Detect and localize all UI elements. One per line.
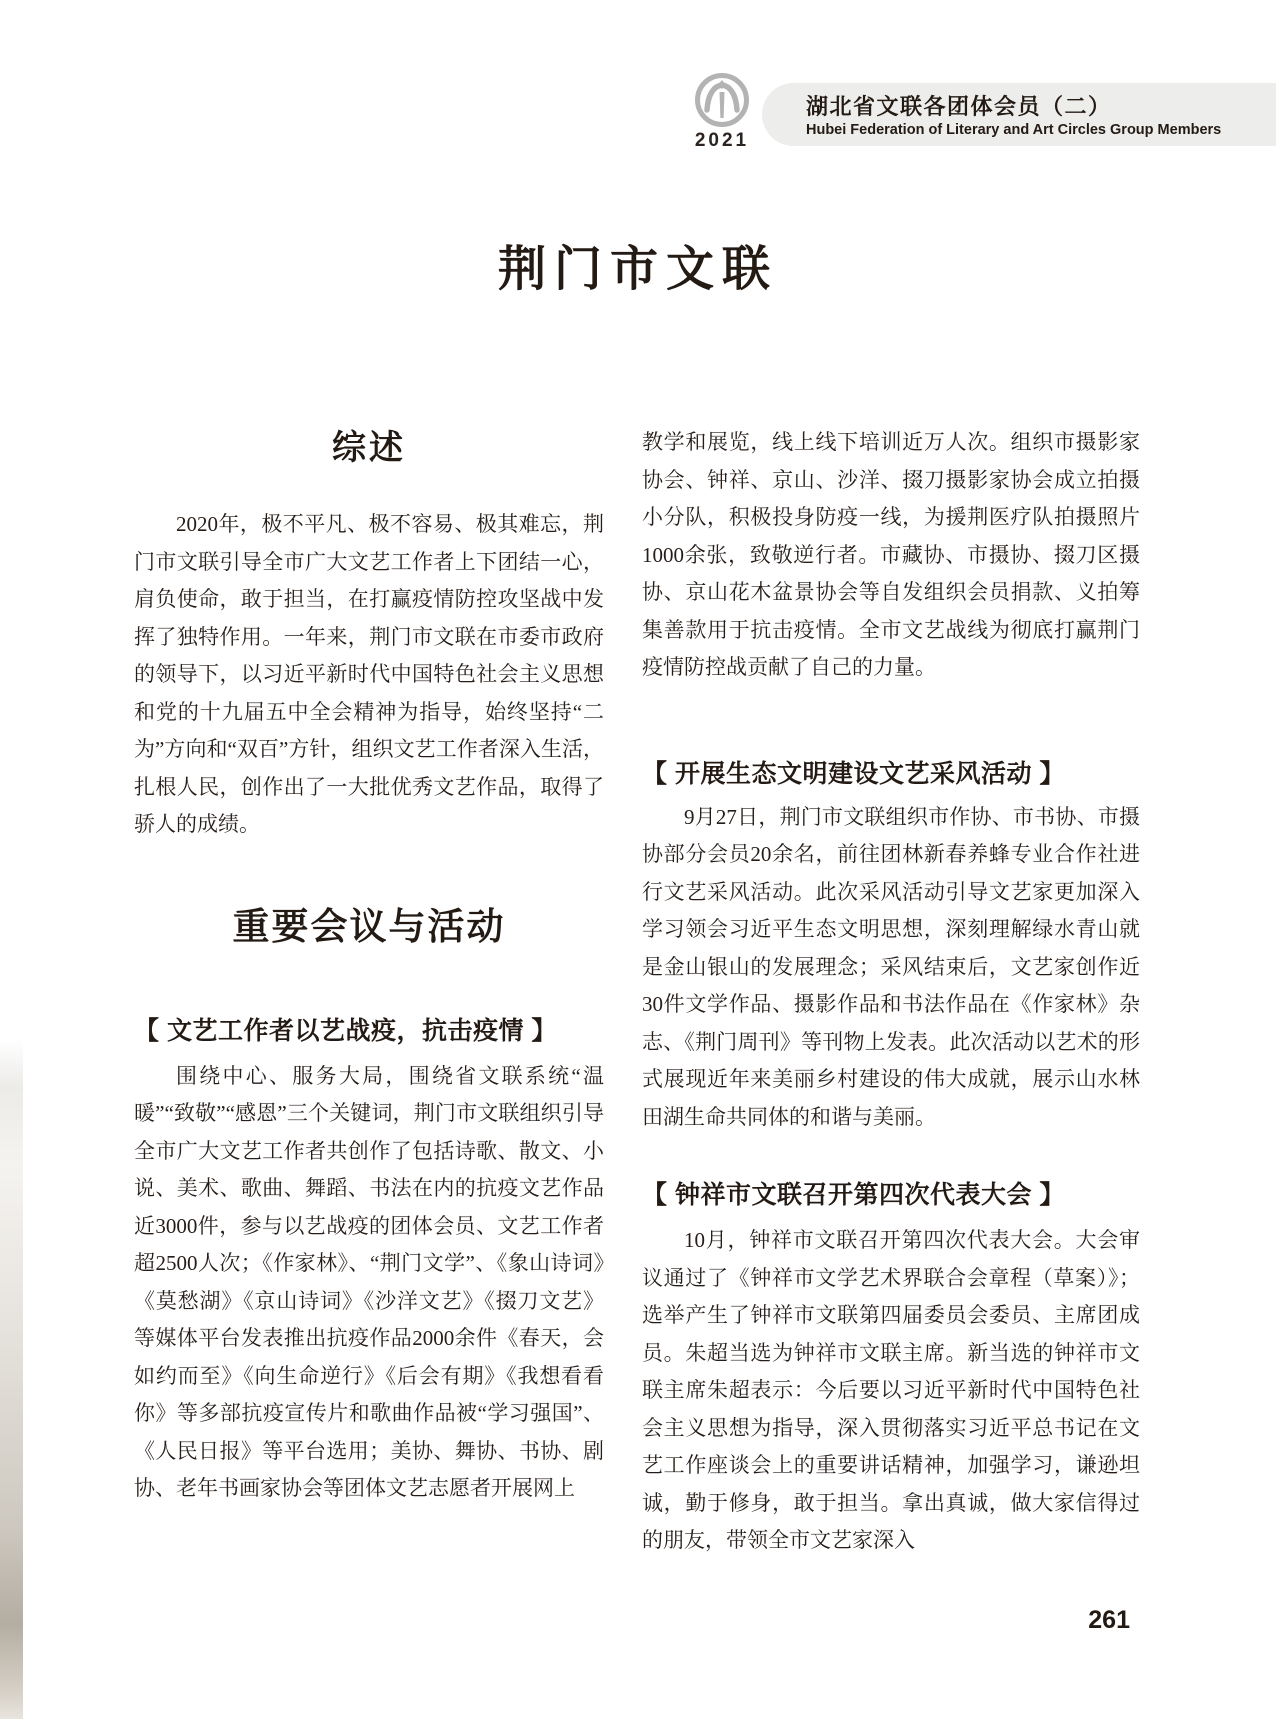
right-column <box>642 424 1140 1560</box>
section-zhongxiang-paragraph: 10月，钟祥市文联召开第四次代表大会。大会审议通过了《钟祥市文学艺术界联合会章程（草案）》；选举产生了钟祥市文联第四届委员会委员、主席团成员。朱超当选为钟祥市文联主席。新当选的钟祥市文联主席朱超表示：今后要以习近平新时代中国特色社会主义思想为指导，深入贯彻落实习近平总书记在文艺工作座谈会上的重要讲话精神，加强学习，谦逊坦诚，勤于修身，敢于担当。拿出真诚，做大家信得过的朋友，带领全市文艺家深入 <box>642 1228 1140 1552</box>
page-number: 261 <box>1088 1606 1130 1634</box>
flw-emblem-icon <box>694 72 750 128</box>
ink-painting-watermark <box>0 1040 23 1719</box>
section-epidemic-paragraph: 围绕中心、服务大局，围绕省文联系统“温暖”“致敬”“感恩”三个关键词，荆门市文联组织引导全市广大文艺工作者共创作了包括诗歌、散文、小说、美术、歌曲、舞蹈、书法在内的抗疫文艺作品近3000件，参与以艺战疫的团体会员、文艺工作者超2500人次；《作家林》、“荆门文学”、《象山诗词》《莫愁湖》《京山诗词》《沙洋文艺》《掇刀文艺》等媒体平台发表推出抗疫作品2000余件《春天，会如约而至》《向生命逆行》《后会有期》《我想看看你》等多部抗疫宣传片和歌曲作品被“学习强国”、《人民日报》等平台选用；美协、舞协、书协、剧协、老年书画家协会等团体文艺志愿者开展网上 <box>134 1063 604 1500</box>
meetings-heading: 重要会议与活动 <box>232 905 506 947</box>
section-epidemic-heading: 【 文艺工作者以艺战疫，抗击疫情 】 <box>134 1016 557 1045</box>
chapter-title-en: Hubei Federation of Literary and Art Circles Group Members <box>806 122 1222 138</box>
chapter-banner <box>762 83 1276 146</box>
section-ecology-paragraph: 9月27日，荆门市文联组织市作协、市书协、市摄协部分会员20余名，前往团林新春养蜂专业合作社进行文艺采风活动。此次采风活动引导文艺家更加深入学习领会习近平生态文明思想，深刻理解绿水青山就是金山银山的发展理念；采风结束后，文艺家创作近30件文学作品、摄影作品和书法作品在《作家林》杂志、《荆门周刊》等刊物上发表。此次活动以艺术的形式展现近年来美丽乡村建设的伟大成就，展示山水林田湖生命共同体的和谐与美丽。 <box>642 804 1140 1129</box>
left-column <box>134 426 604 1508</box>
flw-logo-block <box>684 72 760 152</box>
section-zhongxiang-heading: 【 钟祥市文联召开第四次代表大会 】 <box>642 1181 1065 1209</box>
logo-year-label: 2021 <box>694 130 750 151</box>
section-ecology-heading: 【 开展生态文明建设文艺采风活动 】 <box>642 759 1065 788</box>
overview-paragraph: 2020年，极不平凡、极不容易、极其难忘，荆门市文联引导全市广大文艺工作者上下团结一心，肩负使命，敢于担当，在打赢疫情防控攻坚战中发挥了独特作用。一年来，荆门市文联在市委市政府的领导下，以习近平新时代中国特色社会主义思想和党的十九届五中全会精神为指导，始终坚持“二为”方向和“双百”方针，组织文艺工作者深入生活，扎根人民，创作出了一大批优秀文艺作品，取得了骄人的成绩。 <box>134 512 604 836</box>
overview-heading: 综述 <box>332 429 406 467</box>
section-epidemic-paragraph-continued: 教学和展览，线上线下培训近万人次。组织市摄影家协会、钟祥、京山、沙洋、掇刀摄影家协会成立拍摄小分队，积极投身防疫一线，为援荆医疗队拍摄照片1000余张，致敬逆行者。市藏协、市摄协、掇刀区摄协、京山花木盆景协会等自发组织会员捐款、义拍筹集善款用于抗击疫情。全市文艺战线为彻底打赢荆门疫情防控战贡献了自己的力量。 <box>642 430 1140 679</box>
article-title: 荆门市文联 <box>497 243 778 297</box>
chapter-title-cn: 湖北省文联各团体会员（二） <box>806 94 1112 119</box>
